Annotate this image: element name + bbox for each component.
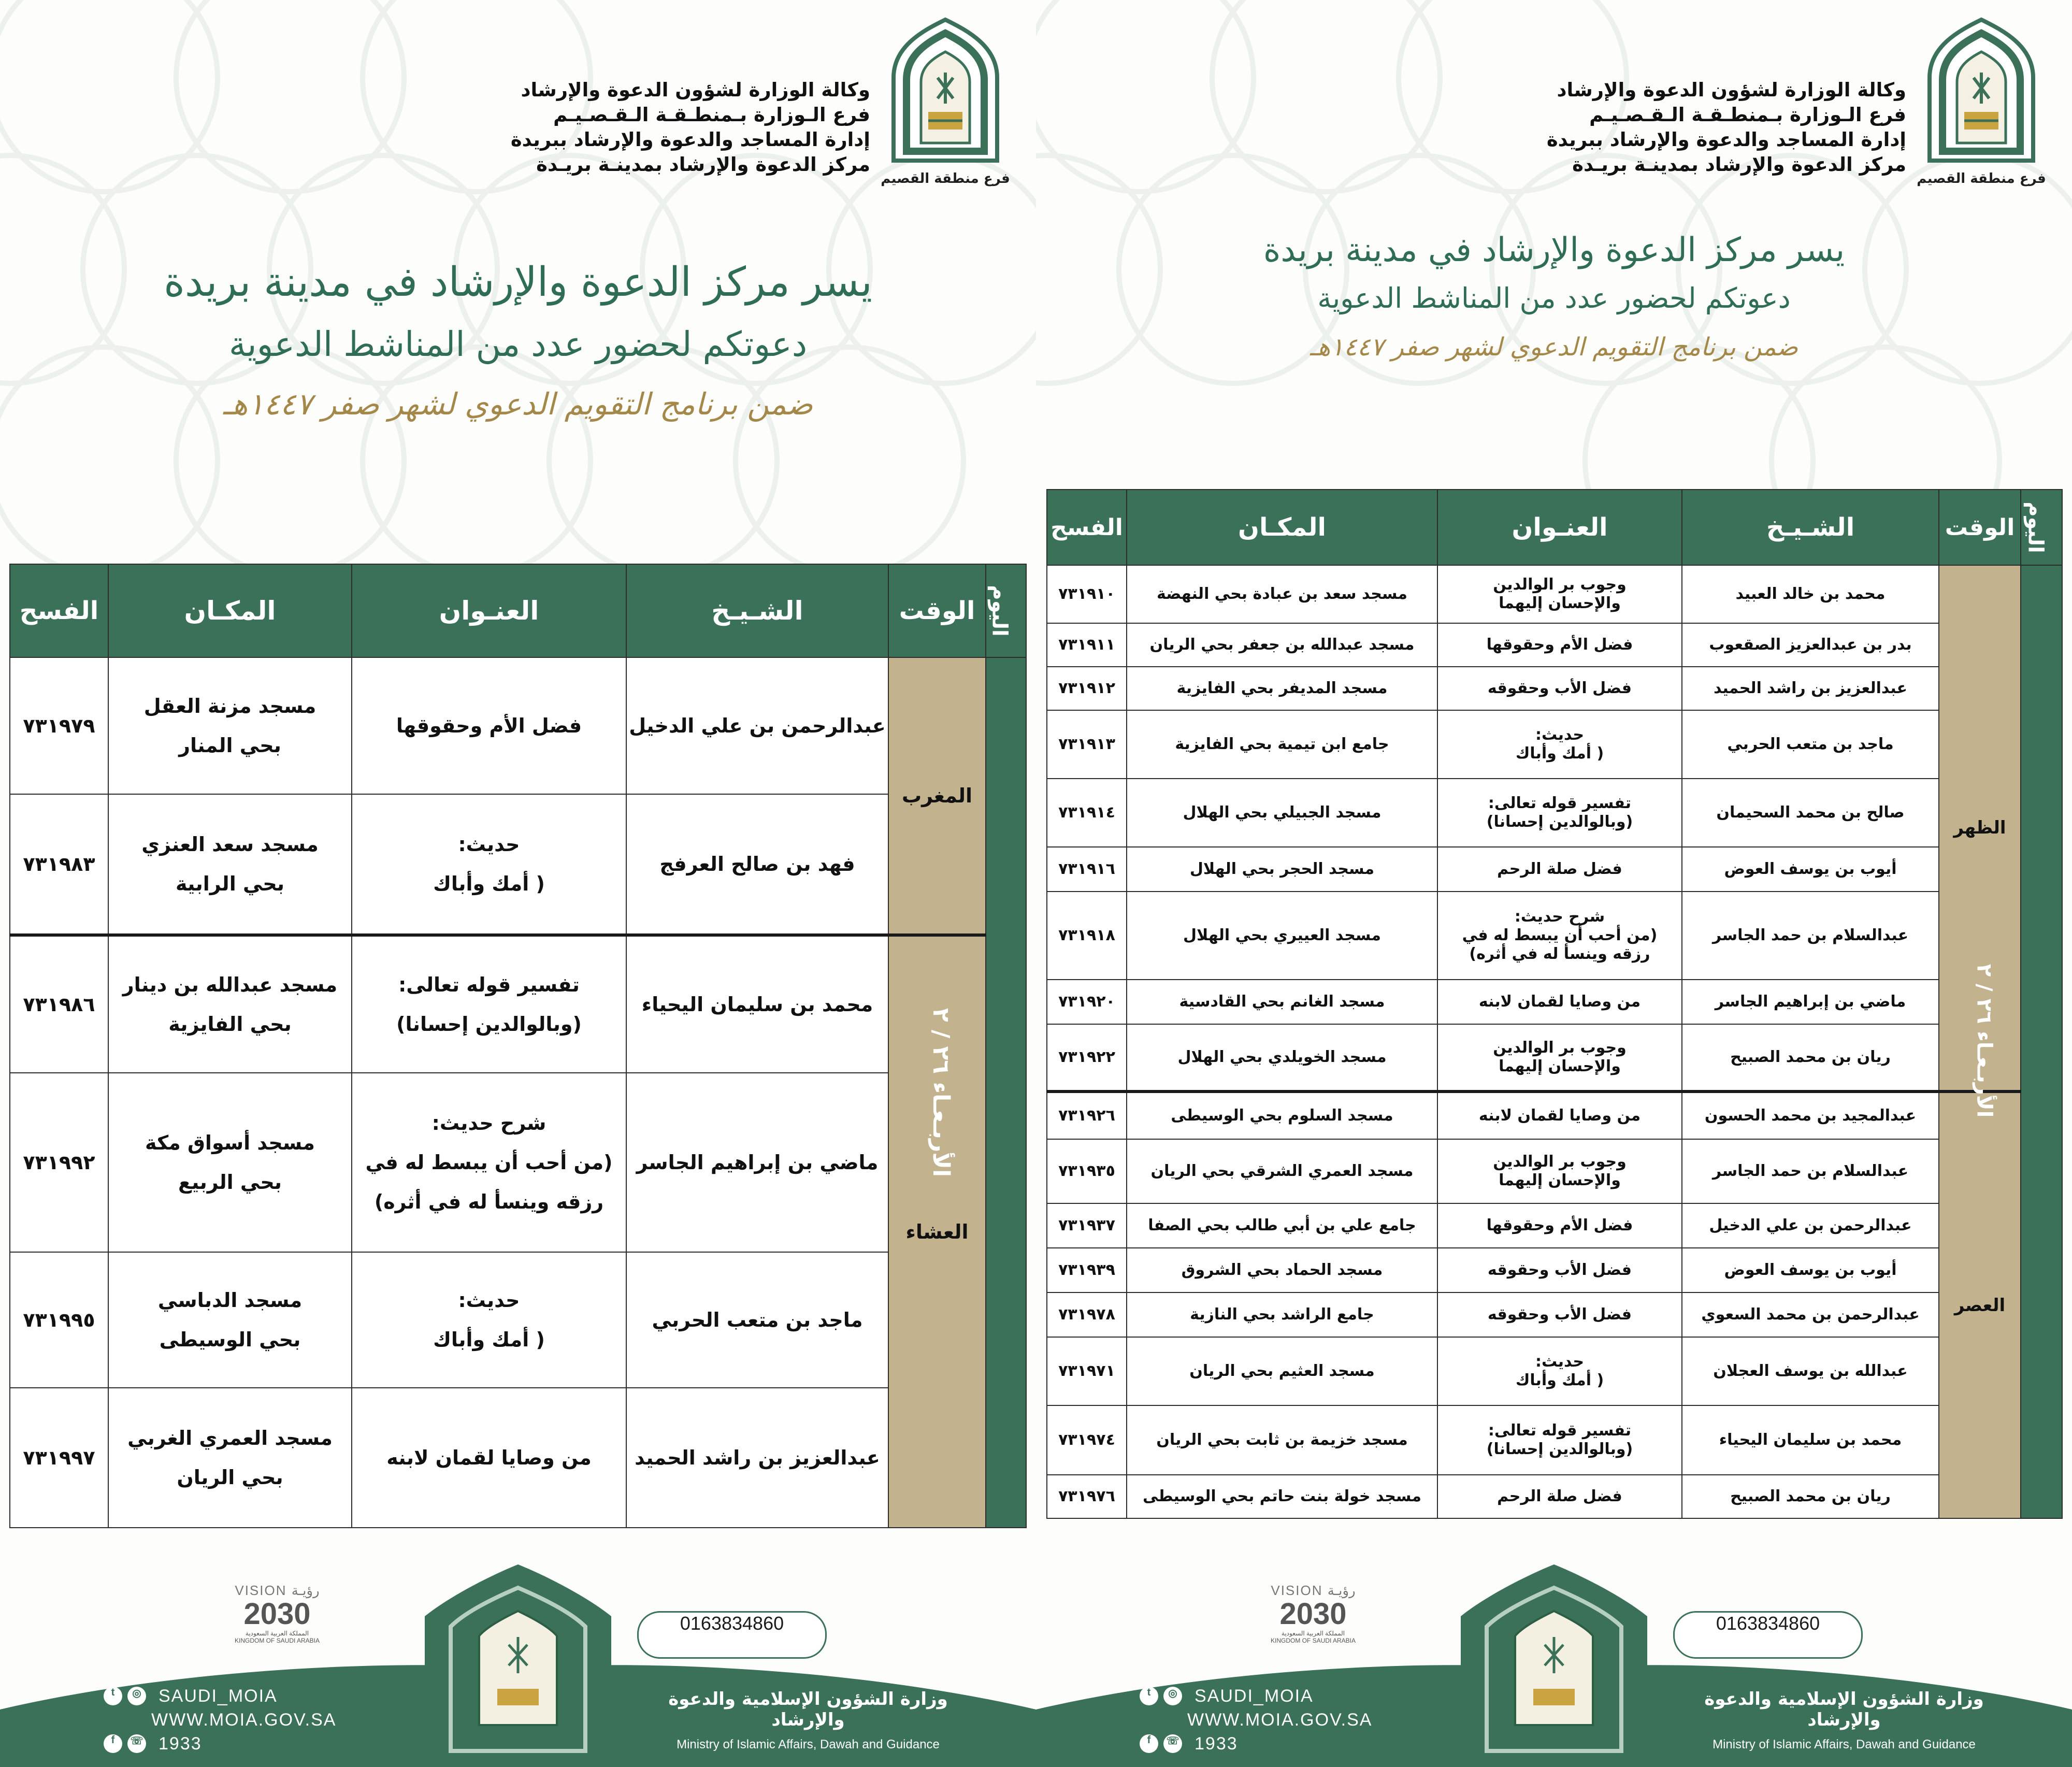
table-row [1047, 1292, 2062, 1337]
sheikh-cell: صالح بن محمد السحيمان [1682, 779, 1939, 847]
table-row [10, 935, 1026, 1073]
title-cell: فضل الأم وحقوقها [352, 657, 626, 794]
social-handle[interactable]: SAUDI_MOIA [159, 1686, 278, 1706]
place-cell: مسجد المديفر بحي الفايزية [1127, 667, 1437, 710]
ministry-name: وزارة الشؤون الإسلامية والدعوة والإرشاد Ministry of Islamic Affairs, Dawah and Guidance [668, 1689, 948, 1751]
place-cell: جامع علي بن أبي طالب بحي الصفا [1127, 1203, 1437, 1248]
title-cell: من وصايا لقمان لابنه [352, 1388, 626, 1528]
header [1528, 16, 2046, 186]
place-cell: مسجد الحجر بحي الهلال [1127, 847, 1437, 892]
ministry-emblem [881, 16, 1010, 186]
table-row [1047, 1405, 2062, 1475]
header-lines [497, 78, 870, 177]
title-cell: حديث: ( أمك وأباك [352, 794, 626, 935]
social-links [1140, 1685, 1409, 1762]
sheikh-cell: عبدالسلام بن حمد الجاسر [1682, 892, 1939, 980]
place-cell: مسجد خولة بنت حاتم بحي الوسيطى [1127, 1475, 1437, 1518]
table-row [1047, 847, 2062, 892]
fasah-cell: ٧٣١٩٧٤ [1047, 1405, 1127, 1475]
sheikh-cell: أيوب بن يوسف العوض [1682, 1248, 1939, 1292]
schedule-table-left [9, 564, 1027, 1528]
time-cell-maghrib: المغرب [888, 657, 986, 935]
twitter-icon[interactable]: t [104, 1687, 122, 1705]
fasah-cell: ٧٣١٩٢٢ [1047, 1024, 1127, 1091]
ministry-emblem [1917, 16, 2046, 186]
invite-line-3: ضمن برنامج التقويم الدعوي لشهر صفر ١٤٤٧هـ [1310, 333, 1798, 362]
sheikh-cell: بدر بن عبدالعزيز الصقعوب [1682, 623, 1939, 667]
invite-line-1: يسر مركز الدعوة والإرشاد في مدينة بريدة [1263, 231, 1845, 269]
emblem-caption: فرع منطقة القصيم [881, 171, 1010, 186]
emblem-caption: فرع منطقة القصيم [1917, 171, 2046, 186]
header-sheikh: الشـيـخ [1682, 490, 1939, 565]
fasah-cell: ٧٣١٩٨٣ [10, 794, 108, 935]
fasah-cell: ٧٣١٩١٦ [1047, 847, 1127, 892]
header-day: اليوم [986, 564, 1026, 657]
table-row [10, 1388, 1026, 1528]
poster-right [1036, 0, 2072, 1767]
invite-line-2: دعوتكم لحضور عدد من المناشط الدعوية [228, 324, 808, 364]
place-cell: مسجد العييري بحي الهلال [1127, 892, 1437, 980]
website-link[interactable]: WWW.MOIA.GOV.SA [151, 1709, 337, 1730]
fasah-cell: ٧٣١٩٧٦ [1047, 1475, 1127, 1518]
social-links [104, 1685, 373, 1762]
title-cell: تفسير قوله تعالى: (وبالوالدين إحسانا) [1437, 779, 1682, 847]
fasah-cell: ٧٣١٩٣٩ [1047, 1248, 1127, 1292]
sheikh-cell: فهد بن صالح العرفج [626, 794, 888, 935]
title-cell: فضل الأم وحقوقها [1437, 1203, 1682, 1248]
time-cell-asr: العصر [1939, 1091, 2021, 1518]
header-line: إدارة المساجد والدعوة والإرشاد ببريدة [510, 128, 870, 151]
fasah-cell: ٧٣١٩١٣ [1047, 710, 1127, 779]
place-cell: مسجد سعد بن عبادة بحي النهضة [1127, 565, 1437, 623]
header-day: اليوم [2021, 490, 2062, 565]
invitation-text [0, 256, 1036, 427]
vision-2030-logo: VISION رؤيـة 2030 المملكة العربية السعودية KINGDOM OF SAUDI ARABIA [1270, 1583, 1356, 1644]
fasah-cell: ٧٣١٩٨٦ [10, 935, 108, 1073]
place-cell: مسجد مزنة العقل بحي المنار [108, 657, 352, 794]
website-link[interactable]: WWW.MOIA.GOV.SA [1187, 1709, 1373, 1730]
table-row [1047, 1091, 2062, 1139]
invite-line-3: ضمن برنامج التقويم الدعوي لشهر صفر ١٤٤٧هـ [223, 386, 813, 422]
hotline-number[interactable]: 1933 [159, 1733, 202, 1754]
title-cell: فضل الأب وحقوقه [1437, 667, 1682, 710]
sheikh-cell: ماجد بن متعب الحربي [626, 1252, 888, 1388]
title-cell: وجوب بر الوالدين والإحسان إليهما [1437, 565, 1682, 623]
sheikh-cell: ريان بن محمد الصبيح [1682, 1024, 1939, 1091]
title-cell: وجوب بر الوالدين والإحسان إليهما [1437, 1139, 1682, 1203]
table-row [10, 657, 1026, 794]
title-cell: شرح حديث: (من أحب أن يبسط له في رزقه وينسأ له في أثره) [352, 1073, 626, 1252]
header-title: العنـوان [352, 564, 626, 657]
fasah-cell: ٧٣١٩٩٧ [10, 1388, 108, 1528]
vision-2030-logo: VISION رؤيـة 2030 المملكة العربية السعودية KINGDOM OF SAUDI ARABIA [234, 1583, 320, 1644]
header-line: مركز الدعوة والإرشاد بمدينـة بريـدة [1572, 153, 1906, 176]
sheikh-cell: عبدالعزيز بن راشد الحميد [1682, 667, 1939, 710]
title-cell: حديث: ( أمك وأباك [1437, 710, 1682, 779]
header-line: إدارة المساجد والدعوة والإرشاد ببريدة [1546, 128, 1906, 151]
fasah-cell: ٧٣١٩٢٠ [1047, 980, 1127, 1024]
place-cell: مسجد عبدالله بن دينار بحي الفايزية [108, 935, 352, 1073]
header-fasah: الفسح [10, 564, 108, 657]
header-line: وكالة الوزارة لشؤون الدعوة والإرشاد [521, 79, 870, 101]
fasah-cell: ٧٣١٩١٨ [1047, 892, 1127, 980]
fasah-cell: ٧٣١٩٢٦ [1047, 1091, 1127, 1139]
sheikh-cell: ماجد بن متعب الحربي [1682, 710, 1939, 779]
table-row [1047, 779, 2062, 847]
title-cell: فضل الأب وحقوقه [1437, 1292, 1682, 1337]
fasah-cell: ٧٣١٩١٢ [1047, 667, 1127, 710]
table-row [1047, 623, 2062, 667]
header-sheikh: الشـيـخ [626, 564, 888, 657]
sheikh-cell: ماضي بن إبراهيم الجاسر [626, 1073, 888, 1252]
place-cell: مسجد سعد العنزي بحي الرابية [108, 794, 352, 935]
sheikh-cell: عبدالعزيز بن راشد الحميد [626, 1388, 888, 1528]
header-line: فرع الـوزارة بـمنطـقـة الـقـصـيـم [553, 104, 870, 126]
header-place: المكـان [1127, 490, 1437, 565]
hotline-number[interactable]: 1933 [1195, 1733, 1238, 1754]
header-place: المكـان [108, 564, 352, 657]
twitter-icon[interactable]: t [1140, 1687, 1158, 1705]
header-line: مركز الدعوة والإرشاد بمدينـة بريـدة [536, 153, 870, 176]
phone-number[interactable]: 0163834860 [637, 1611, 827, 1659]
sheikh-cell: عبدالرحمن بن علي الدخيل [626, 657, 888, 794]
sheikh-cell: محمد بن سليمان اليحياء [1682, 1405, 1939, 1475]
title-cell: فضل صلة الرحم [1437, 1475, 1682, 1518]
title-cell: من وصايا لقمان لابنه [1437, 1091, 1682, 1139]
place-cell: مسجد أسواق مكة بحي الربيع [108, 1073, 352, 1252]
place-cell: مسجد الجبيلي بحي الهلال [1127, 779, 1437, 847]
sheikh-cell: عبدالرحمن بن محمد السعوي [1682, 1292, 1939, 1337]
title-cell: حديث: ( أمك وأباك [352, 1252, 626, 1388]
place-cell: مسجد السلوم بحي الوسيطى [1127, 1091, 1437, 1139]
schedule-table-right [1046, 489, 2063, 1519]
phone-icon[interactable]: ☏ [1163, 1734, 1182, 1753]
facebook-icon[interactable]: f [1140, 1734, 1158, 1753]
sheikh-cell: محمد بن سليمان اليحياء [626, 935, 888, 1073]
instagram-icon[interactable]: ◎ [1163, 1687, 1182, 1705]
phone-icon[interactable]: ☏ [127, 1734, 146, 1753]
fasah-cell: ٧٣١٩٣٧ [1047, 1203, 1127, 1248]
place-cell: مسجد العثيم بحي الريان [1127, 1337, 1437, 1405]
header-time: الوقت [1939, 490, 2021, 565]
table-row [1047, 1139, 2062, 1203]
place-cell: مسجد الدباسي بحي الوسيطى [108, 1252, 352, 1388]
place-cell: مسجد خزيمة بن ثابت بحي الريان [1127, 1405, 1437, 1475]
facebook-icon[interactable]: f [104, 1734, 122, 1753]
table-row [1047, 892, 2062, 980]
table-row [1047, 1337, 2062, 1405]
sheikh-cell: عبدالله بن يوسف العجلان [1682, 1337, 1939, 1405]
header-title: العنـوان [1437, 490, 1682, 565]
fasah-cell: ٧٣١٩٧٩ [10, 657, 108, 794]
fasah-cell: ٧٣١٩١٤ [1047, 779, 1127, 847]
table-row [1047, 710, 2062, 779]
invitation-text [1036, 228, 2072, 367]
mosque-logo-icon [881, 16, 1010, 166]
place-cell: مسجد العمري الشرقي بحي الريان [1127, 1139, 1437, 1203]
place-cell: مسجد الغانم بحي القادسية [1127, 980, 1437, 1024]
instagram-icon[interactable]: ◎ [127, 1687, 146, 1705]
invite-line-1: يسر مركز الدعوة والإرشاد في مدينة بريدة [164, 259, 872, 306]
fasah-cell: ٧٣١٩٩٢ [10, 1073, 108, 1252]
day-cell: الأربـعـاء ٢٦ / ٢ [2021, 565, 2062, 1518]
table-row [1047, 1248, 2062, 1292]
sheikh-cell: عبدالمجيد بن محمد الحسون [1682, 1091, 1939, 1139]
table-row [10, 1252, 1026, 1388]
header-line: فرع الـوزارة بـمنطـقـة الـقـصـيـم [1589, 104, 1906, 126]
header-line: وكالة الوزارة لشؤون الدعوة والإرشاد [1557, 79, 1906, 101]
table-row [1047, 980, 2062, 1024]
fasah-cell: ٧٣١٩١٠ [1047, 565, 1127, 623]
title-cell: من وصايا لقمان لابنه [1437, 980, 1682, 1024]
title-cell: تفسير قوله تعالى: (وبالوالدين إحسانا) [1437, 1405, 1682, 1475]
place-cell: جامع الراشد بحي النازية [1127, 1292, 1437, 1337]
title-cell: فضل الأم وحقوقها [1437, 623, 1682, 667]
social-handle[interactable]: SAUDI_MOIA [1195, 1686, 1314, 1706]
place-cell: مسجد الحماد بحي الشروق [1127, 1248, 1437, 1292]
sheikh-cell: عبدالرحمن بن علي الدخيل [1682, 1203, 1939, 1248]
sheikh-cell: أيوب بن يوسف العوض [1682, 847, 1939, 892]
header-fasah: الفسح [1047, 490, 1127, 565]
table-row [1047, 1203, 2062, 1248]
time-cell-isha: العشاء [888, 935, 986, 1528]
sheikh-cell: ماضي بن إبراهيم الجاسر [1682, 980, 1939, 1024]
sheikh-cell: ريان بن محمد الصبيح [1682, 1475, 1939, 1518]
header-lines [1533, 78, 1906, 177]
title-cell: حديث: ( أمك وأباك [1437, 1337, 1682, 1405]
fasah-cell: ٧٣١٩٧٨ [1047, 1292, 1127, 1337]
header-time: الوقت [888, 564, 986, 657]
fasah-cell: ٧٣١٩٧١ [1047, 1337, 1127, 1405]
ministry-name: وزارة الشؤون الإسلامية والدعوة والإرشاد Ministry of Islamic Affairs, Dawah and Guidance [1704, 1689, 1984, 1751]
table-row [1047, 667, 2062, 710]
mosque-logo-icon [1917, 16, 2046, 166]
title-cell: تفسير قوله تعالى: (وبالوالدين إحسانا) [352, 935, 626, 1073]
title-cell: وجوب بر الوالدين والإحسان إليهما [1437, 1024, 1682, 1091]
fasah-cell: ٧٣١٩٩٥ [10, 1252, 108, 1388]
fasah-cell: ٧٣١٩١١ [1047, 623, 1127, 667]
table-row [10, 794, 1026, 935]
place-cell: مسجد عبدالله بن جعفر بحي الريان [1127, 623, 1437, 667]
table-row [1047, 1475, 2062, 1518]
time-cell-dhuhr: الظهر [1939, 565, 2021, 1091]
header [492, 16, 1010, 186]
sheikh-cell: محمد بن خالد العبيد [1682, 565, 1939, 623]
table-row [1047, 565, 2062, 623]
invite-line-2: دعوتكم لحضور عدد من المناشط الدعوية [1317, 282, 1791, 314]
place-cell: مسجد الخويلدي بحي الهلال [1127, 1024, 1437, 1091]
title-cell: فضل صلة الرحم [1437, 847, 1682, 892]
title-cell: شرح حديث: (من أحب أن يبسط له في رزقه وينسأ له في أثره) [1437, 892, 1682, 980]
place-cell: جامع ابن تيمية بحي الفايزية [1127, 710, 1437, 779]
sheikh-cell: عبدالسلام بن حمد الجاسر [1682, 1139, 1939, 1203]
phone-number[interactable]: 0163834860 [1673, 1611, 1863, 1659]
day-cell: الأربـعـاء ٢٦ / ٢ [986, 657, 1026, 1528]
fasah-cell: ٧٣١٩٣٥ [1047, 1139, 1127, 1203]
place-cell: مسجد العمري الغربي بحي الريان [108, 1388, 352, 1528]
title-cell: فضل الأب وحقوقه [1437, 1248, 1682, 1292]
